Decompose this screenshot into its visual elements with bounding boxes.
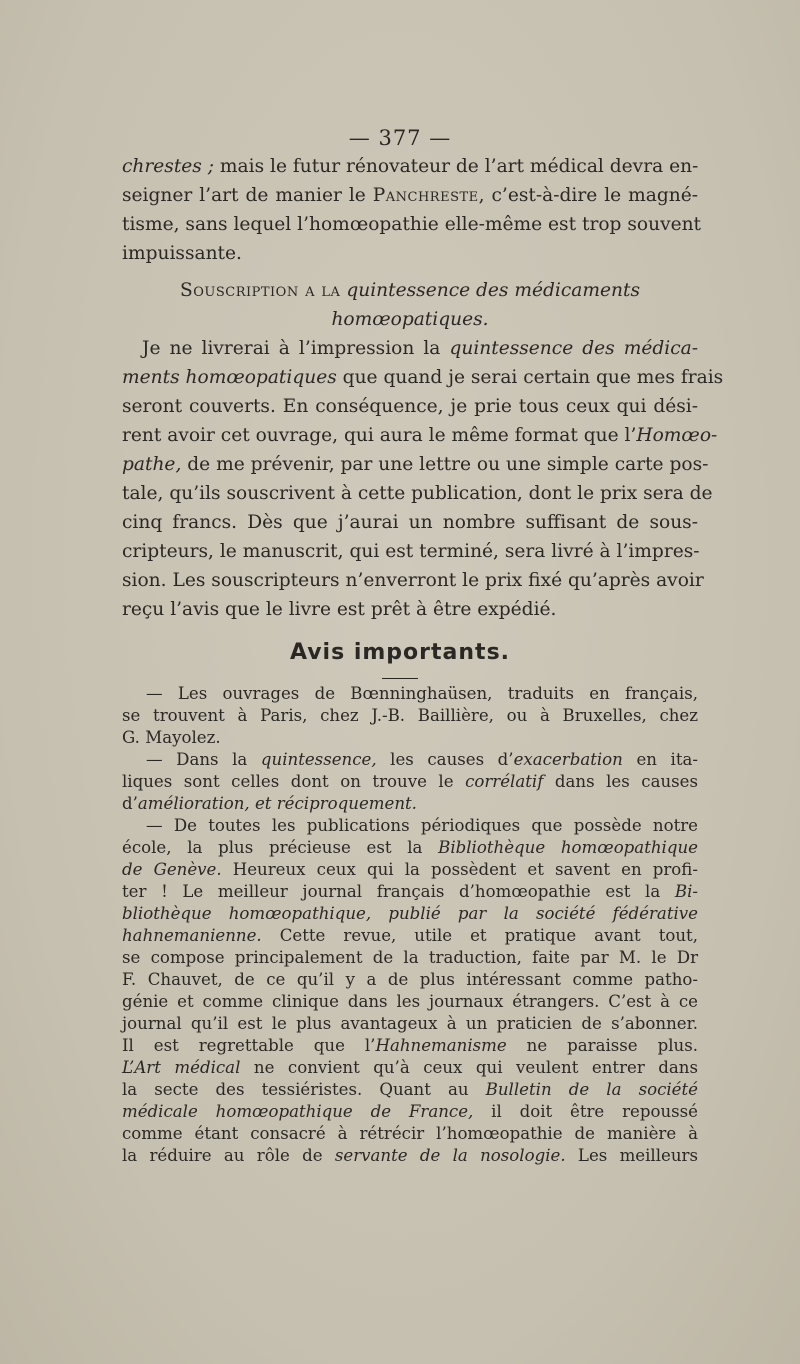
- text-line: Je ne livrerai à l’impression la quintessence des médica-: [142, 338, 698, 359]
- text-line: chrestes ; mais le futur rénovateur de l’art médical devra en-: [122, 156, 699, 177]
- text-line: génie et comme clinique dans les journaux étrangers. C’est à ce: [122, 992, 698, 1011]
- text-line: sion. Les souscripteurs n’enverront le prix fixé qu’après avoir: [122, 570, 704, 591]
- text-line: de Genève. Heureux ceux qui la possèdent et savent en profi-: [122, 860, 698, 879]
- text-line: la réduire au rôle de servante de la nosologie. Les meilleurs: [122, 1146, 698, 1165]
- text-line: cripteurs, le manuscrit, qui est terminé, sera livré à l’impres-: [122, 541, 700, 562]
- text-line: F. Chauvet, de ce qu’il y a de plus intéressant comme patho-: [122, 970, 698, 989]
- text-line: ments homœopatiques que quand je serai certain que mes frais: [122, 367, 724, 388]
- text-line: se trouvent à Paris, chez J.-B. Baillière, ou à Bruxelles, chez: [122, 706, 698, 725]
- text-line: — Dans la quintessence, les causes d’exacerbation en ita-: [146, 750, 698, 769]
- text-line: d’amélioration, et réciproquement.: [122, 794, 417, 813]
- text-line: Souscription a la quintessence des médicaments: [179, 280, 640, 301]
- text-line: comme étant consacré à rétrécir l’homœopathie de manière à: [122, 1124, 698, 1143]
- text-line: homœopatiques.: [331, 309, 489, 330]
- text-line: tisme, sans lequel l’homœopathie elle-même est trop souvent: [122, 214, 702, 235]
- text-line: journal qu’il est le plus avantageux à un praticien de s’abonner.: [122, 1014, 698, 1033]
- text-line: la secte des tessiéristes. Quant au Bulletin de la société: [122, 1080, 698, 1099]
- heading-rule: [382, 678, 418, 679]
- text-line: seigner l’art de manier le Panchreste, c’est-à-dire le magné-: [122, 185, 698, 206]
- text-line: hahnemanienne. Cette revue, utile et pratique avant tout,: [122, 926, 698, 945]
- text-line: G. Mayolez.: [122, 728, 221, 747]
- text-line: ter ! Le meilleur journal français d’homœopathie est la Bi-: [122, 882, 698, 901]
- text-line: bliothèque homœopathique, publié par la société fédérative: [122, 904, 698, 923]
- text-line: L’Art médical ne convient qu’à ceux qui veulent entrer dans: [122, 1058, 698, 1077]
- text-line: médicale homœopathique de France, il doit être repoussé: [122, 1102, 698, 1121]
- text-line: seront couverts. En conséquence, je prie tous ceux qui dési-: [122, 396, 698, 417]
- text-line: liques sont celles dont on trouve le corrélatif dans les causes: [122, 772, 698, 791]
- section-heading: Avis importants.: [289, 640, 511, 665]
- text-line: impuissante.: [122, 243, 242, 264]
- text-line: rent avoir cet ouvrage, qui aura le même format que l’Homœo-: [122, 425, 718, 446]
- text-line: école, la plus précieuse est la Bibliothèque homœopathique: [122, 838, 698, 857]
- text-line: pathe, de me prévenir, par une lettre ou une simple carte pos-: [122, 454, 709, 475]
- text-line: — De toutes les publications périodiques que possède notre: [146, 816, 698, 835]
- text-line: cinq francs. Dès que j’aurai un nombre suffisant de sous-: [122, 512, 698, 533]
- text-line: Il est regrettable que l’Hahnemanisme ne paraisse plus.: [122, 1036, 698, 1055]
- text-line: reçu l’avis que le livre est prêt à être expédié.: [122, 599, 557, 620]
- text-line: — Les ouvrages de Bœnninghaüsen, traduits en français,: [146, 684, 698, 703]
- page-number: — 377 —: [348, 126, 452, 150]
- text-line: tale, qu’ils souscrivent à cette publication, dont le prix sera de: [122, 483, 713, 504]
- text-line: se compose principalement de la traduction, faite par M. le Dr: [122, 948, 698, 967]
